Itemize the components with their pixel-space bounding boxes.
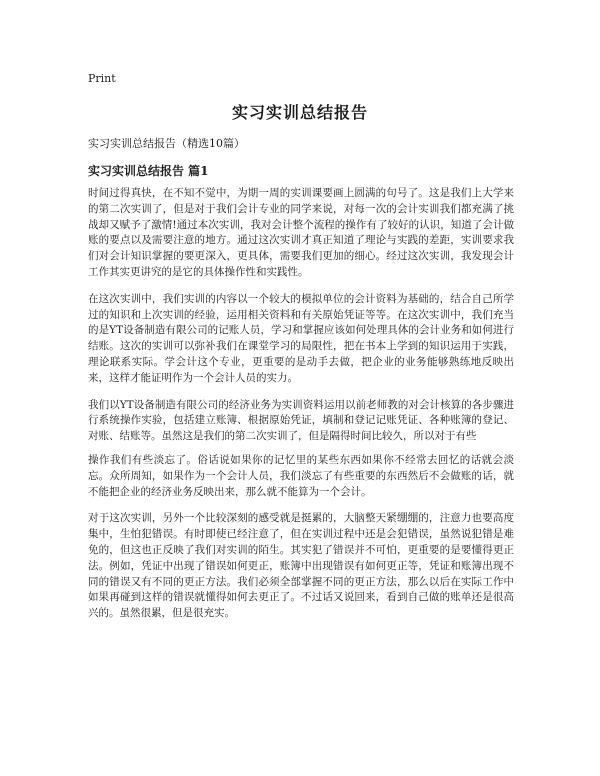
print-link[interactable]: Print (88, 72, 116, 85)
paragraph-1: 时间过得真快，在不知不觉中，为期一周的实训课要画上圆满的句号了。这是我们上大学来的第二次实训了，但是对于我们会计专业的同学来说，对每一次的会计实训我们都充满了挑战却又赋予了激情!通过本次实训，我对会计整个流程的操作有了较好的认识，知道了会计做账的要点以及需要注意的地方。通过这次实训才真正知道了理论与实践的差距，实训要求我们对会计知识掌握的要更深入，更具体，需要我们更加的细心。经过这次实训，我发现会计工作其实更讲究的是它的具体操作性和实践性。 (88, 187, 514, 278)
paragraph-4: 操作我们有些淡忘了。俗话说如果你的记忆里的某些东西如果你不经常去回忆的话就会淡忘。众所周知，如果作为一个会计人员，我们淡忘了有些重要的东西然后不会做账的话，就不能把企业的经济业务反映出来，那么就不能算为一个会计。 (88, 453, 514, 498)
document-title: 实习实训总结报告 (231, 103, 368, 122)
paragraph-2: 在这次实训中，我们实训的内容以一个较大的模拟单位的会计资料为基础的，结合自己所学过的知识和上次实训的经验，运用相关资料和有关原始凭证等等。在这次实训中，我们充当的是YT设备制造有限公司的记账人员，学习和掌握应该如何处理具体的会计业务和如何进行结账。这次的实训可以弥补我们在课堂学习的局限性，把在书本上学到的知识运用于实践，理论联系实际。学会计这个专业，更重要的是动手去做，把企业的业务能够熟练地反映出来，这样才能证明作为一个会计人员的实力。 (88, 292, 514, 384)
paragraph-3: 我们以YT设备制造有限公司的经济业务为实训资料运用以前老师教的对会计核算的各步骤进行系统操作实验，包括建立账簿、根据原始凭证，填制和登记记账凭证、各种账簿的登记、对账、结账等。虽然这是我们的第二次实训了，但是隔得时间比较久，所以对于有些 (88, 398, 514, 443)
document-body (88, 186, 514, 633)
paragraph-5: 对于这次实训，另外一个比较深刻的感受就是挺累的，大脑整天紧绷绷的，注意力也要高度集中，生怕犯错误。有时即使已经注意了，但在实训过程中还是会犯错误，虽然说犯错是难免的，但这也正反映了我们对实训的陌生。其实犯了错误并不可怕，更重要的是要懂得更正法。例如，凭证中出现了错误如何更正，账簿中出现错误有如何更正等，凭证和账簿出现不同的错误又有不同的更正方法。我们必须全部掌握不同的更正方法，那么以后在实际工作中如果再碰到这样的错误就懂得如何去更正了。不过话又说回来，看到自己做的账单还是很高兴的。虽然很累，但是很充实。 (88, 512, 514, 620)
section-heading: 实习实训总结报告 篇1 (88, 164, 209, 178)
document-subtitle: 实习实训总结报告（精选10篇） (88, 137, 245, 150)
